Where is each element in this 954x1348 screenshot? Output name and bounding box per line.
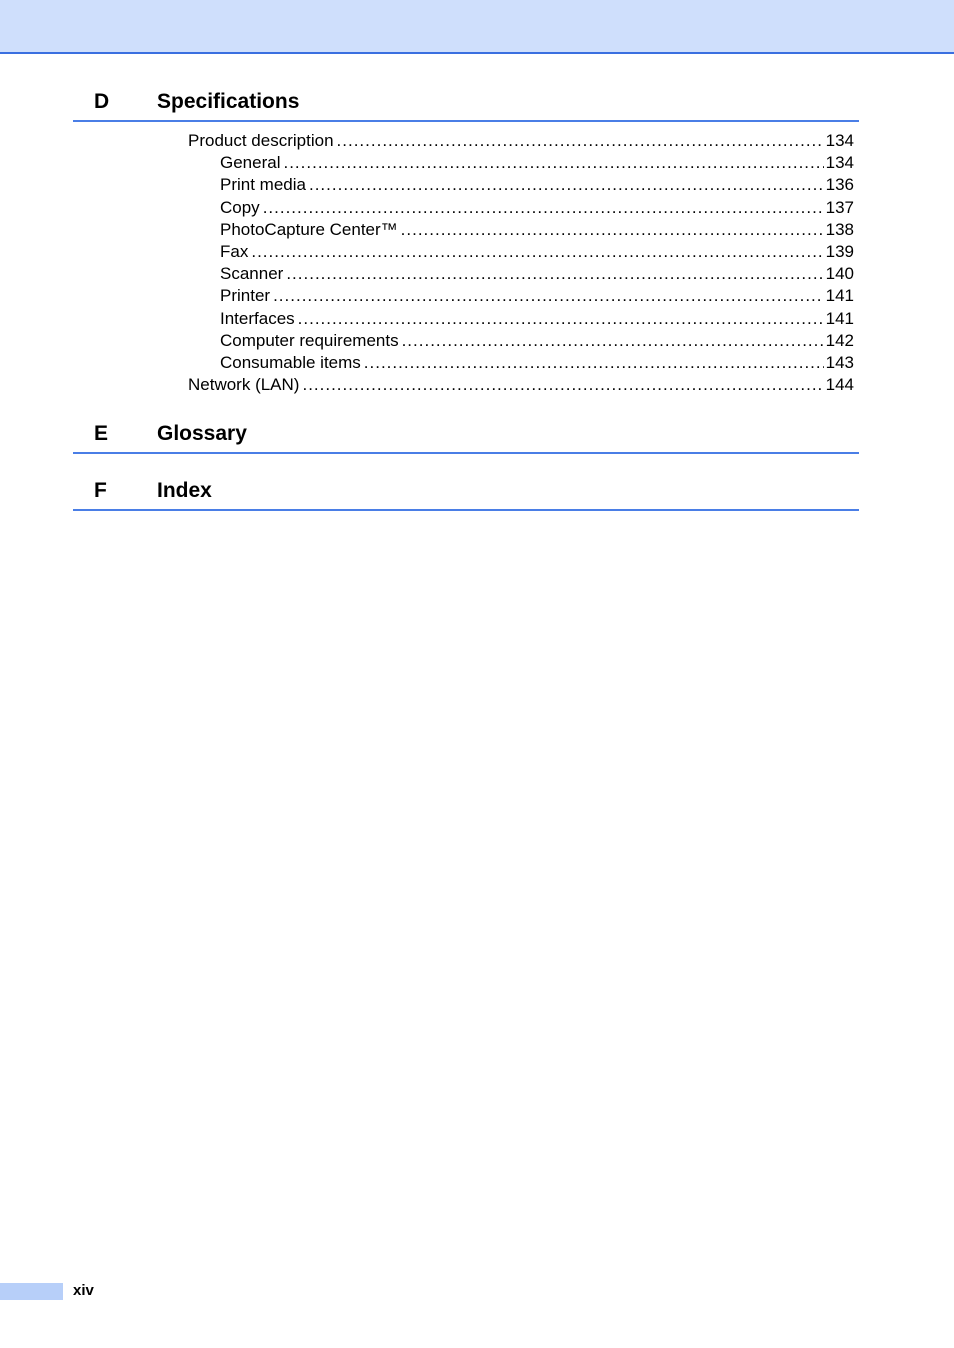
toc-entry-label: Consumable items: [220, 352, 361, 372]
chapter-title: Specifications: [157, 90, 300, 113]
toc-entry-network-lan[interactable]: [188, 374, 854, 396]
toc-entry-page: 138: [825, 219, 854, 239]
toc-entry-label: Computer requirements: [220, 330, 399, 350]
toc-entry-copy[interactable]: [188, 197, 854, 219]
toc-entry-page: 141: [825, 286, 854, 306]
toc-entry-label: Printer: [220, 286, 271, 306]
toc-entry-computer-requirements[interactable]: [188, 330, 854, 352]
chapter-heading-specifications[interactable]: [73, 88, 859, 122]
toc-entry-label: Product description: [188, 131, 334, 150]
dot-leader: [263, 197, 824, 219]
toc-entry-fax[interactable]: [188, 241, 854, 263]
toc-entry-label: PhotoCapture Center™: [220, 219, 398, 239]
toc-entry-consumable-items[interactable]: [188, 352, 854, 374]
toc-entry-print-media[interactable]: [188, 174, 854, 196]
toc-entry-scanner[interactable]: [188, 263, 854, 285]
chapter-heading-index[interactable]: [73, 477, 859, 511]
toc-entry-page: 137: [825, 197, 854, 217]
toc-entry-label: Scanner: [220, 264, 284, 284]
dot-leader: [337, 130, 824, 152]
page-number: xiv: [73, 1282, 94, 1299]
chapter-letter: D: [94, 90, 110, 113]
toc-entry-page: 141: [825, 308, 854, 328]
toc-entries: [188, 130, 854, 396]
toc-entry-general[interactable]: [188, 152, 854, 174]
dot-leader: [401, 219, 824, 241]
dot-leader: [283, 152, 823, 174]
toc-entry-photocapture-center[interactable]: [188, 219, 854, 241]
chapter-title: Glossary: [157, 422, 247, 445]
toc-entry-label: Fax: [220, 241, 249, 261]
toc-entry-label: Copy: [220, 197, 260, 217]
footer-tab: [0, 1283, 63, 1300]
toc-entry-page: 144: [825, 375, 854, 395]
chapter-letter: F: [94, 479, 107, 502]
toc-entry-interfaces[interactable]: [188, 308, 854, 330]
toc-entry-page: 139: [825, 241, 854, 261]
dot-leader: [251, 241, 823, 263]
toc-entry-page: 143: [825, 352, 854, 372]
chapter-heading-glossary[interactable]: [73, 420, 859, 454]
toc-entry-label: Interfaces: [220, 308, 295, 328]
dot-leader: [402, 330, 824, 352]
toc-entry-printer[interactable]: [188, 285, 854, 307]
toc-entry-label: Network (LAN): [188, 375, 300, 395]
header-band: [0, 0, 954, 54]
toc-entry-page: 136: [825, 175, 854, 195]
chapter-title: Index: [157, 479, 212, 502]
toc-entry-page: 134: [825, 153, 854, 173]
dot-leader: [298, 308, 824, 330]
dot-leader: [273, 285, 824, 307]
dot-leader: [286, 263, 823, 285]
toc-entry-label: Print media: [220, 175, 306, 195]
toc-entry-product-description[interactable]: [188, 130, 854, 152]
dot-leader: [364, 352, 824, 374]
toc-entry-page: 142: [825, 330, 854, 350]
chapter-letter: E: [94, 422, 109, 445]
dot-leader: [302, 374, 823, 396]
dot-leader: [309, 174, 824, 196]
toc-entry-page: 140: [825, 264, 854, 284]
toc-entry-label: General: [220, 153, 281, 173]
toc-entry-page: 134: [825, 131, 854, 150]
